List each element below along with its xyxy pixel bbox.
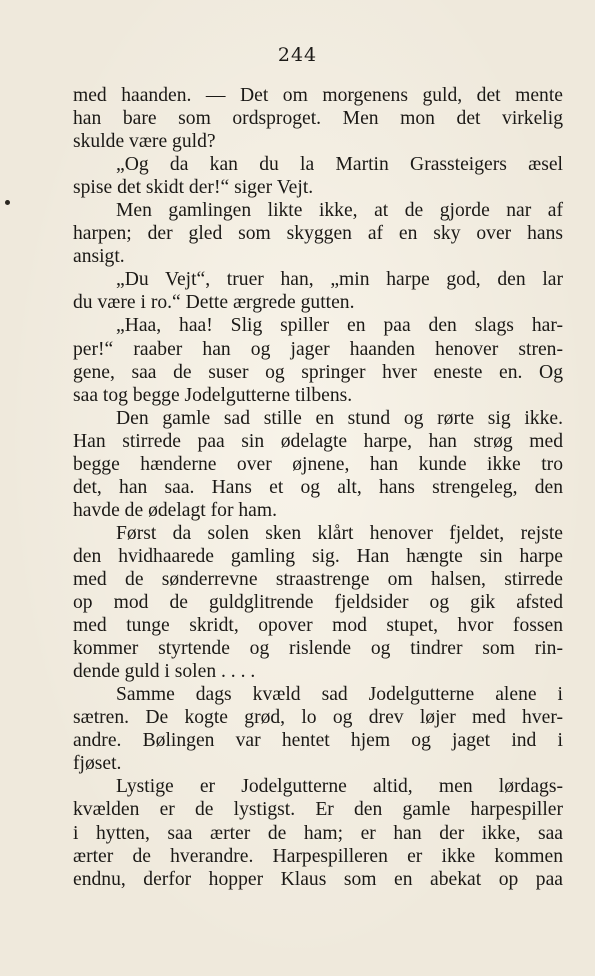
text-line: Han stirrede paa sin ødelagte harpe, han strøg med [73, 430, 563, 452]
text-line: Først da solen sken klårt henover fjeldet, rejste [116, 522, 563, 544]
text-line: han bare som ordsproget. Men mon det virkelig [73, 108, 563, 130]
text-line: op mod de guldglitrende fjeldsider og gik afsted [73, 592, 563, 614]
text-line: gene, saa de suser og springer hver eneste en. Og [73, 361, 563, 383]
text-line: spise det skidt der!“ siger Vejt. [73, 177, 314, 199]
text-line: per!“ raaber han og jager haanden henover stren- [73, 338, 563, 360]
text-line: Lystige er Jodelgutterne altid, men lørdags- [116, 776, 563, 798]
ink-speck [5, 200, 10, 205]
text-line: Den gamle sad stille en stund og rørte sig ikke. [116, 407, 563, 429]
text-line: begge hænderne over øjnene, han kunde ikke tro [73, 453, 563, 475]
text-line: saa tog begge Jodelgutterne tilbens. [73, 384, 353, 406]
text-line: kvælden er de lystigst. Er den gamle harpespiller [73, 799, 563, 821]
text-line: „Du Vejt“, truer han, „min harpe god, den lar [116, 269, 563, 291]
text-line: Samme dags kvæld sad Jodelgutterne alene i [116, 684, 563, 706]
text-line: den hvidhaarede gamling sig. Han hængte sin harpe [73, 545, 563, 567]
text-line: ansigt. [73, 246, 125, 268]
text-line: med de sønderrevne straastrenge om halsen, stirrede [73, 568, 563, 590]
text-line: sætren. De kogte grød, lo og drev løjer med hver- [73, 707, 563, 729]
text-line: det, han saa. Hans et og alt, hans strengeleg, den [73, 476, 563, 498]
text-line: „Haa, haa! Slig spiller en paa den slags har- [116, 315, 563, 337]
text-line: ærter de hverandre. Harpespilleren er ikke kommen [73, 845, 563, 867]
text-line: andre. Bølingen var hentet hjem og jaget ind i [73, 730, 563, 752]
text-line: havde de ødelagt for ham. [73, 499, 278, 521]
text-line: skulde være guld? [73, 131, 216, 153]
text-line: fjøset. [73, 753, 122, 775]
body-text [73, 84, 563, 891]
text-line: „Og da kan du la Martin Grassteigers æsel [116, 154, 563, 176]
text-line: i hytten, saa ærter de ham; er han der ikke, saa [73, 822, 563, 844]
text-line: du være i ro.“ Dette ærgrede gutten. [73, 292, 355, 314]
text-line: med tunge skridt, opover mod stupet, hvor fossen [73, 615, 563, 637]
page-number: 244 [277, 44, 318, 66]
text-line: med haanden. — Det om morgenens guld, det mente [73, 85, 563, 106]
text-line: endnu, derfor hopper Klaus som en abekat op paa [73, 868, 563, 890]
text-line: Men gamlingen likte ikke, at de gjorde nar af [116, 200, 563, 222]
text-line: dende guld i solen . . . . [73, 661, 256, 683]
text-line: kommer styrtende og rislende og tindrer som rin- [73, 638, 563, 660]
text-line: harpen; der gled som skyggen af en sky over hans [73, 223, 563, 245]
